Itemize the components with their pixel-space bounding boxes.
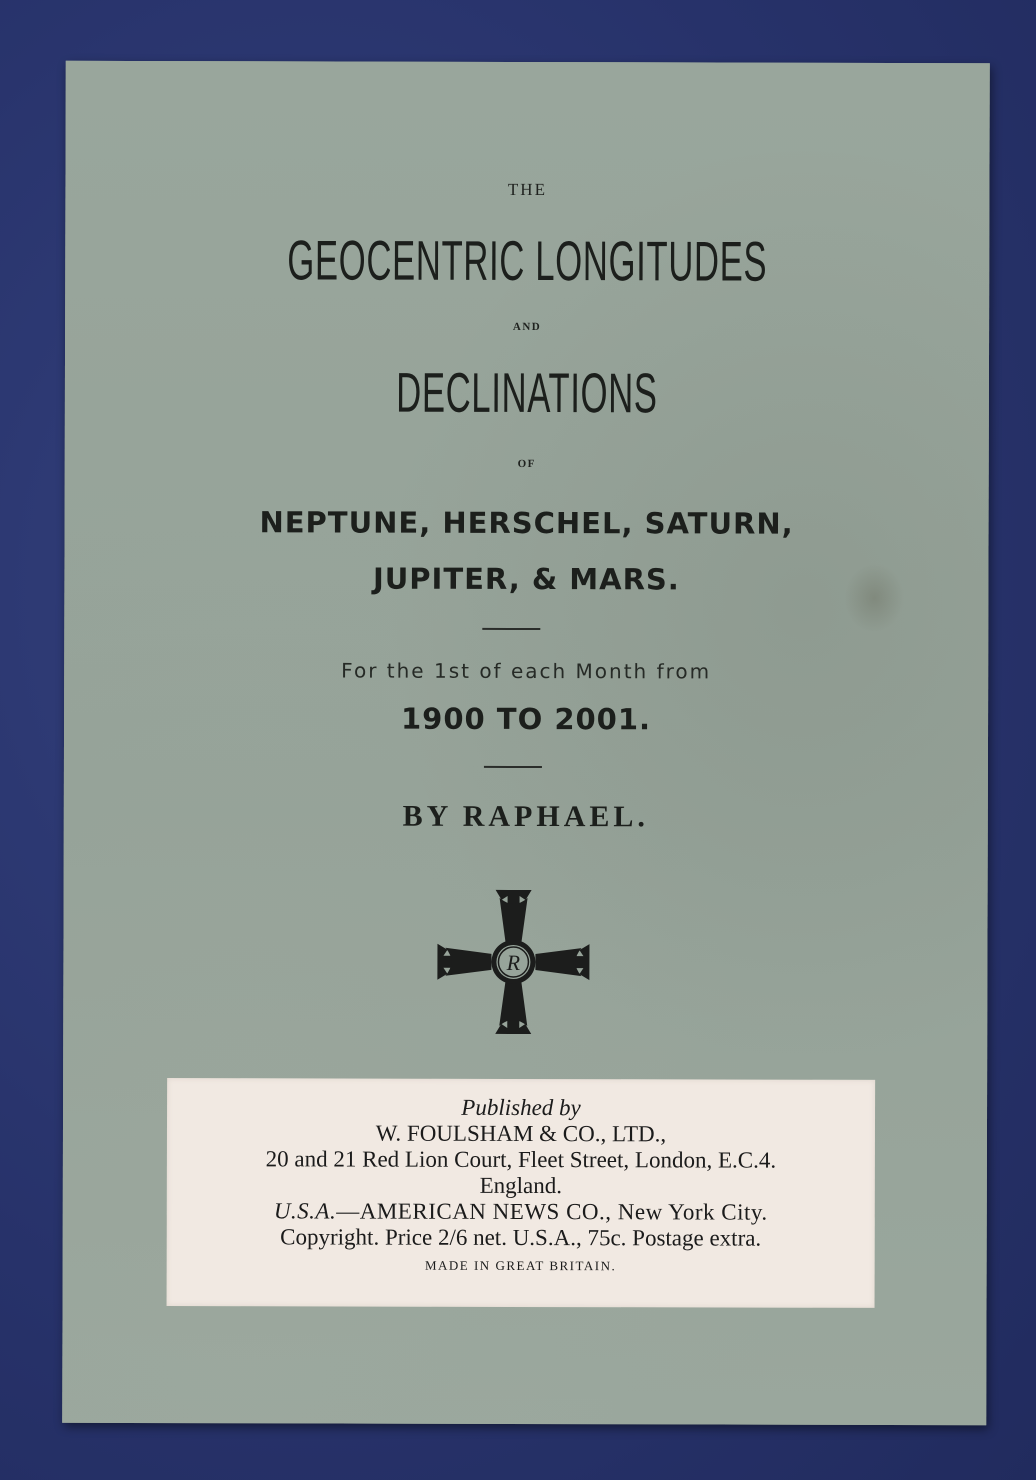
- title-and: AND: [512, 320, 542, 334]
- made-in-line: MADE IN GREAT BRITAIN.: [424, 1257, 617, 1274]
- published-by: Published by: [461, 1094, 581, 1121]
- publisher-address: 20 and 21 Red Lion Court, Fleet Street, London, E.C.4.: [265, 1146, 777, 1173]
- book-cover: [62, 61, 990, 1425]
- period-years: 1900 TO 2001.: [400, 701, 652, 737]
- divider-rule-2: [484, 766, 542, 768]
- usa-text: —AMERICAN NEWS CO., New York City.: [336, 1198, 768, 1225]
- publisher-label: [167, 1078, 876, 1308]
- author-line: BY RAPHAEL.: [402, 799, 649, 834]
- emblem-monogram: R: [506, 949, 521, 975]
- publisher-company: W. FOULSHAM & CO., LTD.,: [375, 1120, 667, 1147]
- title-line-2: DECLINATIONS: [396, 360, 658, 425]
- planets-line-1: NEPTUNE, HERSCHEL, SATURN,: [259, 505, 794, 541]
- title-of: OF: [517, 457, 536, 471]
- usa-distributor: [167, 1198, 875, 1226]
- planets-line-2: JUPITER, & MARS.: [372, 561, 680, 597]
- usa-prefix: U.S.A.: [273, 1198, 337, 1224]
- title-the: THE: [507, 179, 547, 200]
- price-line: Copyright. Price 2/6 net. U.S.A., 75c. Postage extra.: [280, 1224, 762, 1251]
- maltese-cross-icon: [435, 888, 591, 1036]
- period-intro: For the 1st of each Month from: [341, 658, 712, 684]
- title-line-1: GEOCENTRIC LONGITUDES: [287, 228, 768, 293]
- publisher-country: England.: [479, 1172, 563, 1199]
- divider-rule-1: [482, 628, 540, 630]
